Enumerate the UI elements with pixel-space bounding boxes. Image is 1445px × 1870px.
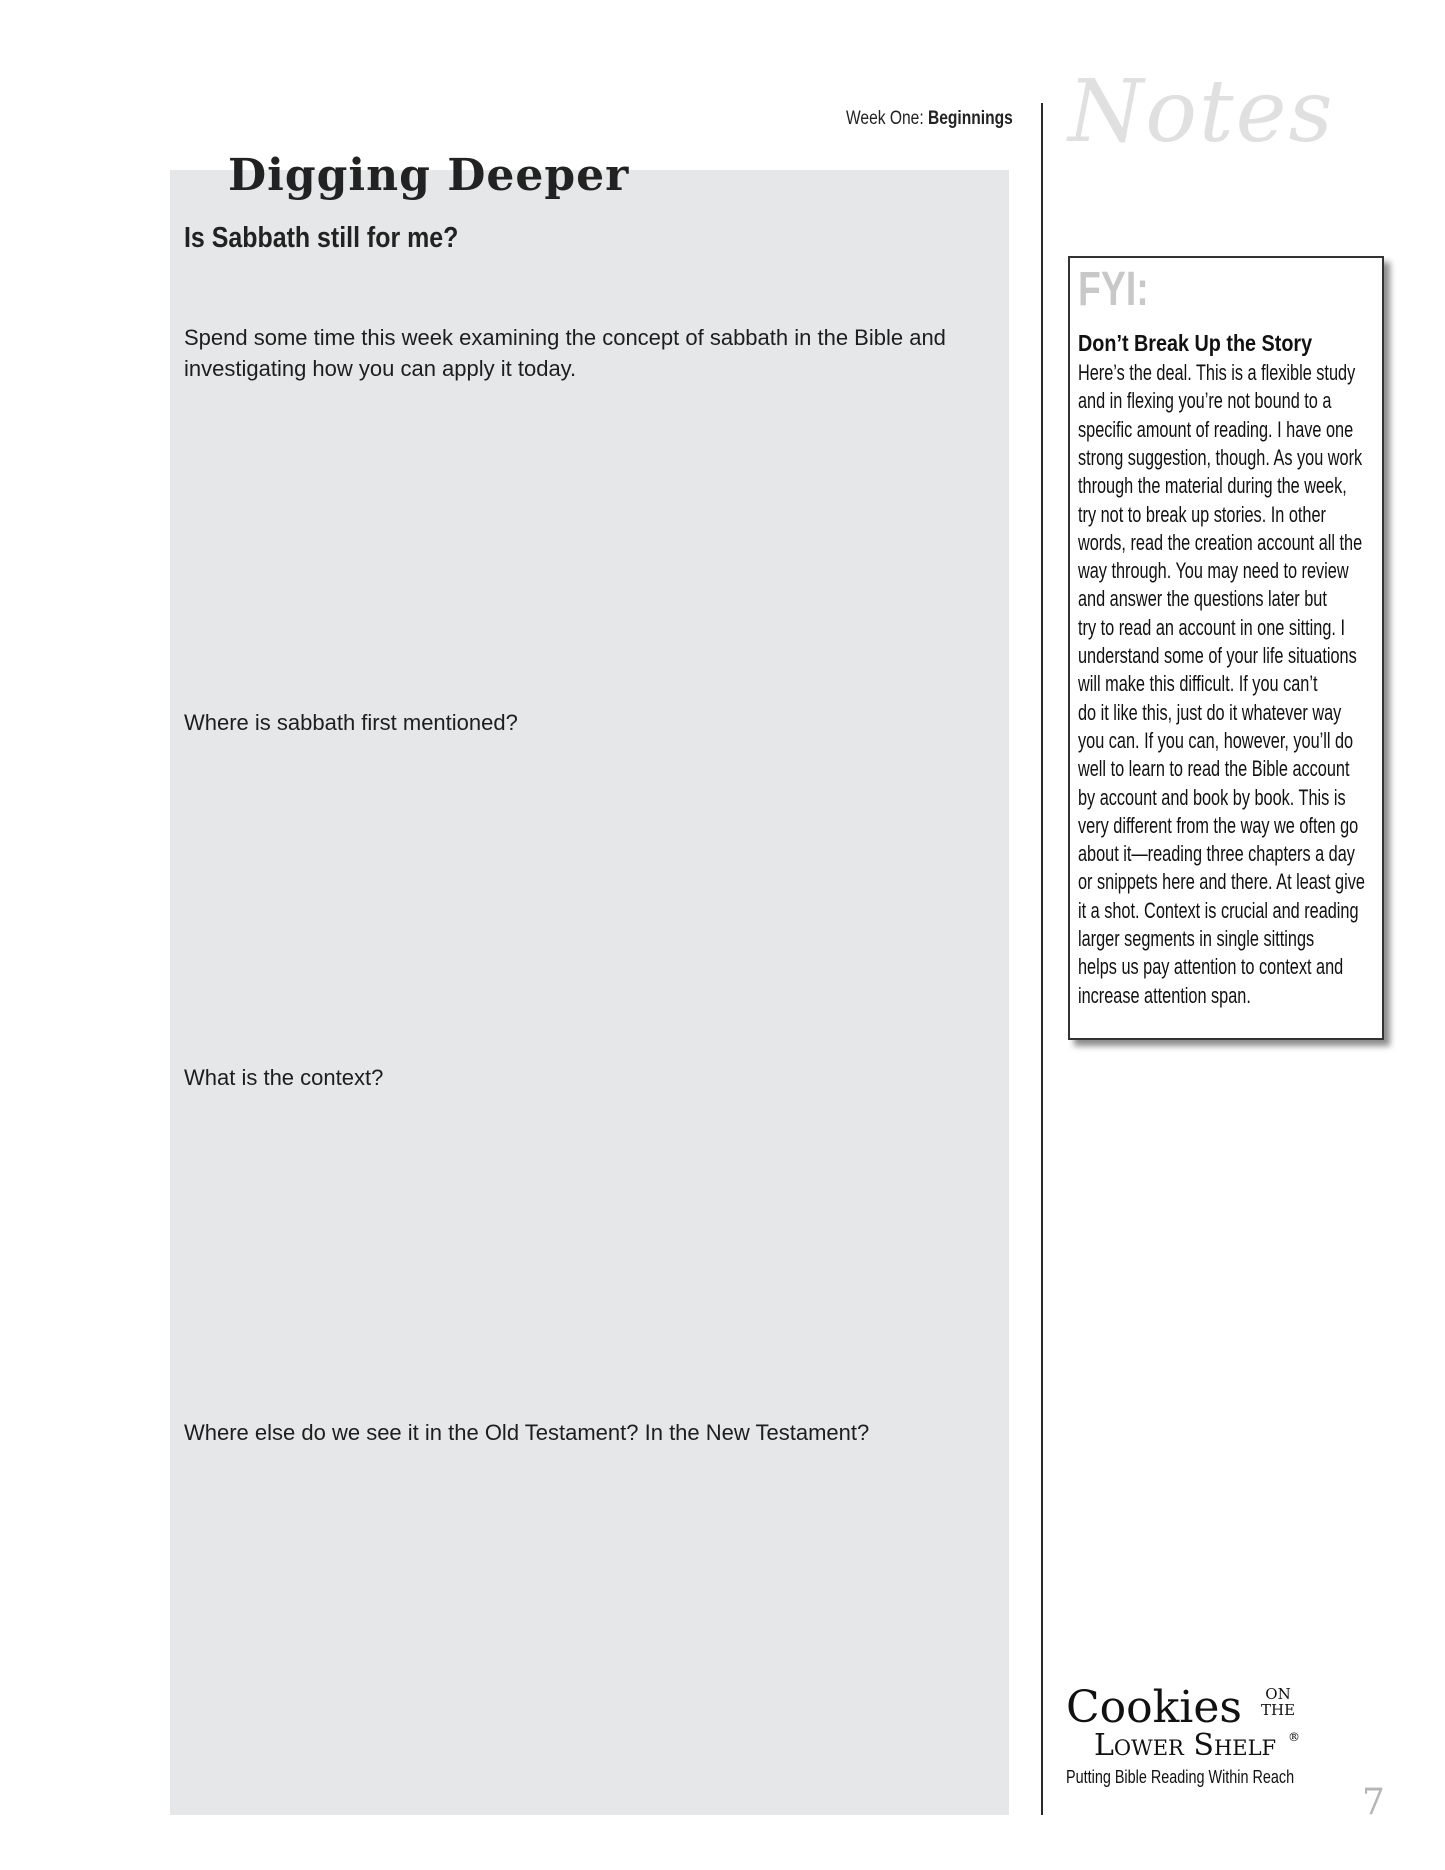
fyi-line: Here’s the deal. This is a flexible study (1078, 360, 1356, 385)
worksheet-panel (170, 170, 1009, 1815)
fyi-line: larger segments in single sittings (1078, 926, 1315, 951)
fyi-line: understand some of your life situations (1078, 643, 1357, 668)
question-3: Where else do we see it in the Old Testament? In the New Testament? (184, 1420, 870, 1445)
fyi-line: do it like this, just do it whatever way (1078, 699, 1342, 725)
running-head (846, 108, 1013, 130)
fyi-line: you can. If you can, however, you’ll do (1078, 727, 1354, 753)
logo-registered-mark: ® (1288, 1730, 1300, 1744)
fyi-line: will make this difficult. If you can’t (1078, 671, 1318, 697)
fyi-line: way through. You may need to review (1078, 558, 1349, 584)
fyi-heading: Don’t Break Up the Story (1078, 330, 1313, 356)
intro-line-2: investigating how you can apply it today. (184, 356, 577, 381)
fyi-line: helps us pay attention to context and (1078, 954, 1344, 980)
logo-word-lower-shelf: Lower Shelf (1094, 1728, 1277, 1763)
week-title: Beginnings (927, 108, 1013, 129)
logo-the: THE (1261, 1701, 1296, 1719)
fyi-line: very different from the way we often go (1078, 812, 1359, 838)
week-label: Week One: (846, 108, 924, 129)
fyi-line: try not to break up stories. In other (1078, 501, 1326, 527)
logo-word-cookies: Cookies (1066, 1682, 1242, 1733)
fyi-line: about it—reading three chapters a day (1078, 841, 1355, 867)
fyi-line: try to read an account in one sitting. I (1078, 614, 1345, 640)
page-number: 7 (1362, 1782, 1385, 1823)
logo-on-the (1261, 1686, 1295, 1718)
fyi-line: increase attention span. (1078, 982, 1251, 1008)
section-title: Digging Deeper (228, 150, 630, 201)
question-2: What is the context? (184, 1065, 384, 1090)
fyi-line: strong suggestion, though. As you work (1078, 444, 1363, 470)
notes-heading: Notes (1068, 62, 1335, 162)
question-1: Where is sabbath first mentioned? (184, 710, 518, 735)
fyi-line: by account and book by book. This is (1078, 784, 1346, 810)
intro-line-1: Spend some time this week examining the concept of sabbath in the Bible and (184, 325, 946, 350)
fyi-line: through the material during the week, (1078, 473, 1347, 499)
fyi-line: or snippets here and there. At least give (1078, 869, 1365, 895)
logo-tagline: Putting Bible Reading Within Reach (1066, 1767, 1295, 1787)
fyi-label: FYI: (1078, 263, 1149, 316)
fyi-line: and answer the questions later but (1078, 586, 1327, 612)
intro-paragraph (184, 322, 984, 384)
fyi-line: words, read the creation account all the (1078, 529, 1363, 555)
fyi-line: and in flexing you’re not bound to a (1078, 388, 1332, 414)
logo-on: ON (1265, 1685, 1291, 1703)
section-subtitle: Is Sabbath still for me? (184, 222, 459, 254)
fyi-line: well to learn to read the Bible account (1078, 756, 1350, 782)
column-divider (1041, 103, 1043, 1815)
fyi-line: specific amount of reading. I have one (1078, 416, 1354, 442)
fyi-line: it a shot. Context is crucial and reading (1078, 897, 1359, 923)
